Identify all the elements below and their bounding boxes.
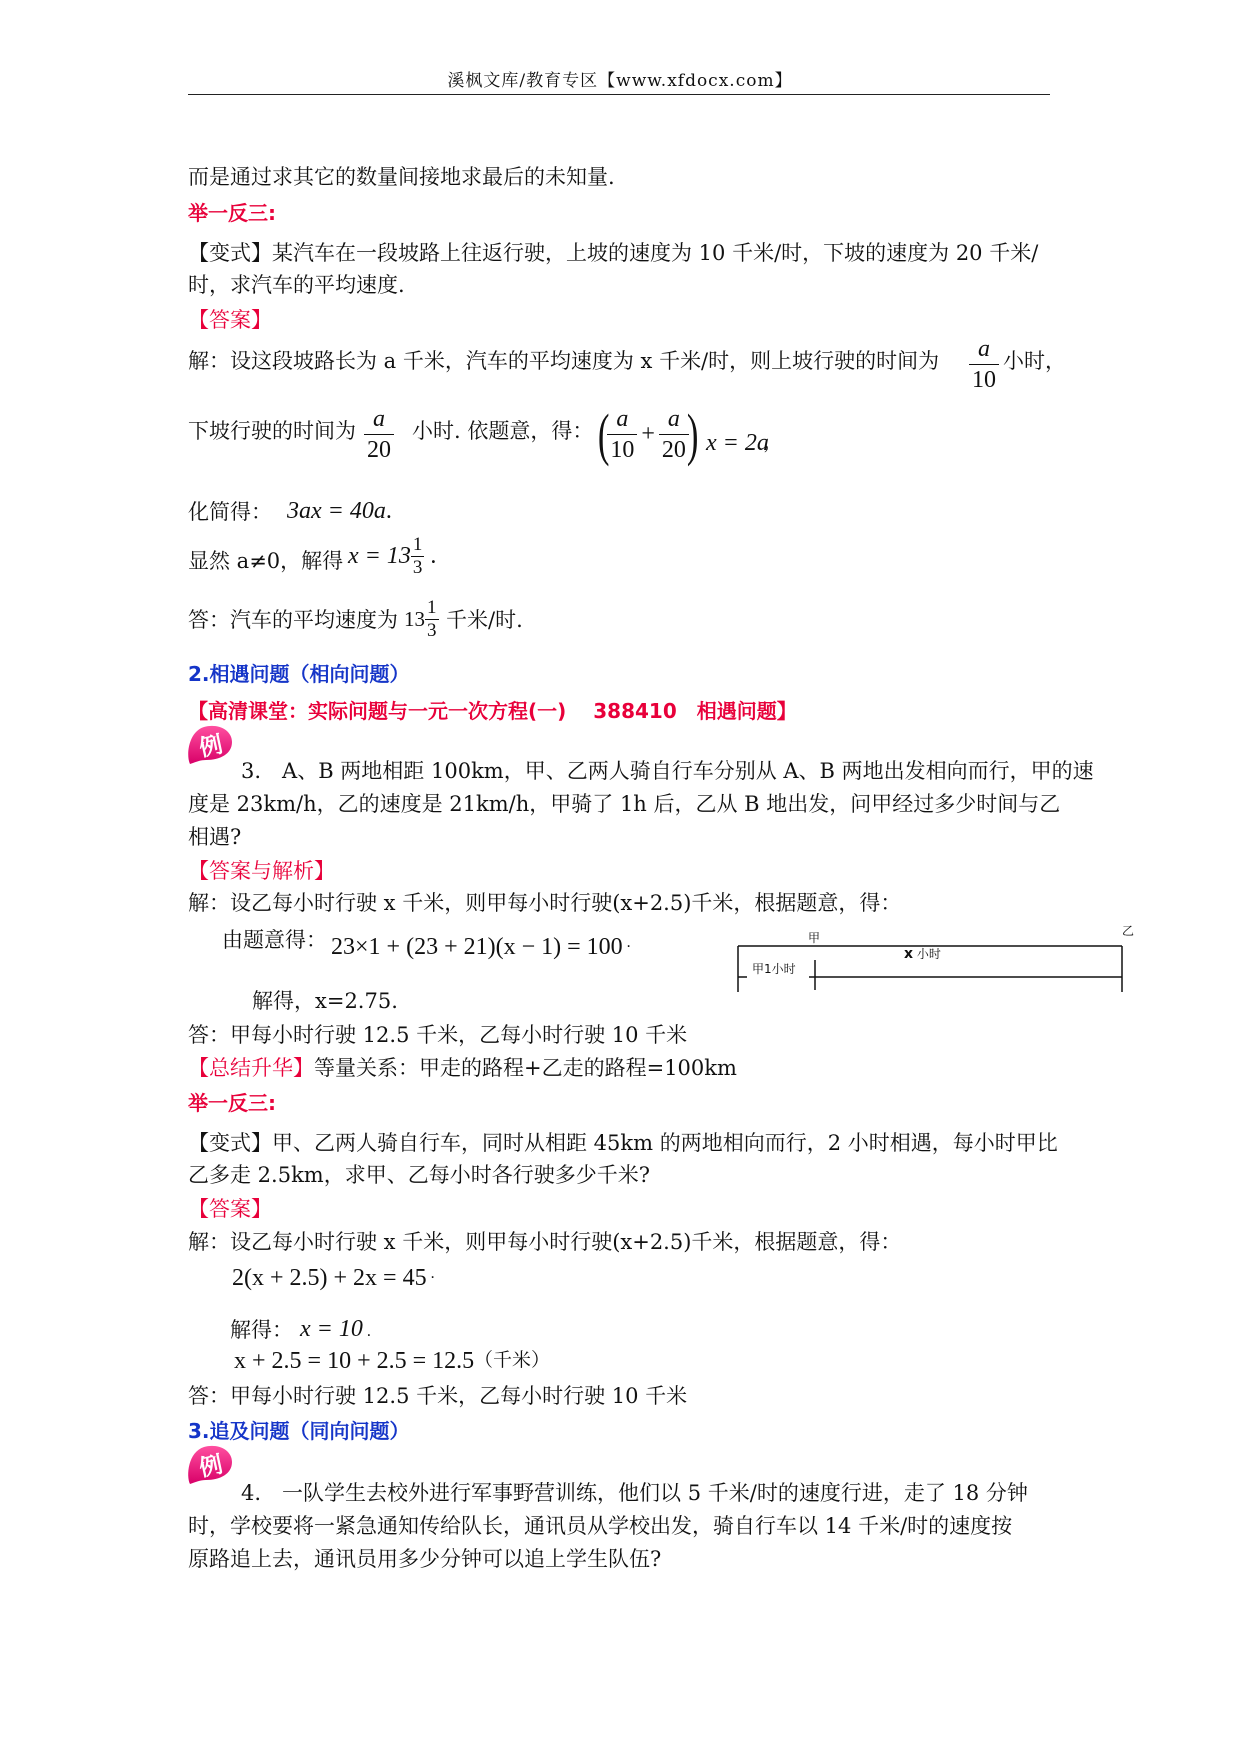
simplify-eq: 3ax = 40a. <box>287 498 392 524</box>
section3-heading: 3.追及问题（同向问题） <box>188 1419 410 1443</box>
diagram-label-x <box>904 945 941 962</box>
solution3-line1: 解：设乙每小时行驶 x 千米，则甲每小时行驶(x+2.5)千米，根据题意，得： <box>188 891 902 915</box>
solve-text: 显然 a≠0，解得 <box>188 549 344 573</box>
solution-text: 解：设这段坡路长为 a 千米，汽车的平均速度为 x 千米/时，则上坡行驶的时间为 <box>188 349 940 373</box>
practice-label-2: 举一反三: <box>188 1091 276 1115</box>
problem4-line2: 时，学校要将一紧急通知传给队长，通讯员从学校出发，骑自行车以 14 千米/时的速度按 <box>188 1514 1013 1538</box>
solution-line2: 下坡行驶的时间为 <box>188 419 356 443</box>
example-badge-text: 例 <box>197 1451 225 1483</box>
equation-label: 由题意得： <box>222 928 327 952</box>
equation-3-text: 23×1 + (23 + 21)(x − 1) = 100 <box>331 934 623 960</box>
eq-frac1-den: 10 <box>610 437 635 463</box>
variant-1 <box>188 238 1038 268</box>
equation-v2-text: 2(x + 2.5) + 2x = 45 <box>232 1265 427 1291</box>
solution-line1 <box>188 346 939 376</box>
frac-den: 10 <box>972 367 996 393</box>
equation-1: ( $\frac{a}{10}$ + $\frac{a}{20}$ ) <box>597 401 699 467</box>
answer-den: 3 <box>427 620 437 641</box>
summary-tag: 【总结升华】 <box>188 1056 314 1080</box>
fraction-a-over-20 <box>364 404 394 465</box>
equation-3: 23×1 + (23 + 21)(x − 1) = 100 . <box>331 934 631 960</box>
page-header <box>0 66 1240 91</box>
answer-3: 答：甲每小时行驶 12.5 千米，乙每小时行驶 10 千米 <box>188 1023 688 1047</box>
calc-unit-v2: （千米） <box>474 1349 551 1371</box>
section2-heading: 2.相遇问题（相向问题） <box>188 662 410 686</box>
practice-label: 举一反三: <box>188 201 276 225</box>
eq-frac2-num: a <box>659 404 689 435</box>
analysis-tag: 【答案与解析】 <box>188 859 335 883</box>
frac-num: a <box>969 334 999 365</box>
solve-eq-v2-text: x = 10 <box>300 1316 363 1342</box>
variant-2 <box>188 1128 1058 1158</box>
mixed-num: 1 <box>412 534 423 555</box>
problem3-line1: 3. A、B 两地相距 100km，甲、乙两人骑自行车分别从 A、B 两地出发相向而行，甲的速 <box>241 759 1094 783</box>
variant-line: 某汽车在一段坡路上往返行驶，上坡的速度为 10 千米/时，下坡的速度为 20 千米/ <box>272 241 1039 265</box>
solve-eq: x = 13 $\frac{1}{3}$ . <box>348 534 437 578</box>
answer-num: 1 <box>427 597 437 618</box>
solution-v2-line1: 解：设乙每小时行驶 x 千米，则甲每小时行驶(x+2.5)千米，根据题意，得： <box>188 1230 902 1254</box>
answer-whole: 13 <box>404 607 425 631</box>
variant-2-line2: 乙多走 2.5km，求甲、乙每小时各行驶多少千米? <box>188 1163 650 1187</box>
intro-line: 而是通过求其它的数量间接地求最后的未知量. <box>188 165 615 189</box>
diagram-label-jia1: 甲1小时 <box>752 962 796 976</box>
diagram-label-jia: 甲 <box>808 931 821 945</box>
simplify-eq-text: 3ax = 40a <box>287 498 386 524</box>
simplify-label: 化简得： <box>188 500 272 524</box>
frac-num: a <box>364 404 394 435</box>
example-badge-text: 例 <box>197 731 225 763</box>
answer-tag-2: 【答案】 <box>188 1197 272 1221</box>
solve-label-v2: 解得： <box>230 1318 293 1342</box>
diagram-x: x <box>904 946 914 962</box>
calc-eq-v2-text: x + 2.5 = 10 + 2.5 = 12.5 <box>234 1348 475 1374</box>
eq-frac1-num: a <box>607 404 637 435</box>
variant-line: 甲、乙两人骑自行车，同时从相距 45km 的两地相向而行，2 小时相遇，每小时甲比 <box>272 1131 1058 1155</box>
answer-mixed <box>404 597 439 642</box>
solve-eq-text: x = 13 <box>348 543 411 569</box>
answer-line-end: 千米/时. <box>446 608 523 632</box>
summary-line <box>188 1053 737 1083</box>
problem4-line1: 4. 一队学生去校外进行军事野营训练，他们以 5 千米/时的速度行进，走了 18 分钟 <box>241 1481 1028 1505</box>
calc-eq-v2 <box>234 1348 474 1375</box>
equation-1-comma: ， <box>763 429 784 453</box>
solution-line2-mid: 小时. 依题意，得： <box>412 419 594 443</box>
answer-v2: 答：甲每小时行驶 12.5 千米，乙每小时行驶 10 千米 <box>188 1384 688 1408</box>
variant-1-line2: 时，求汽车的平均速度. <box>188 273 405 297</box>
summary-text: 等量关系：甲走的路程+乙走的路程=100km <box>314 1056 737 1080</box>
variant-tag: 【变式】 <box>188 241 272 265</box>
fraction-a-over-10 <box>969 334 999 395</box>
solved-3: 解得，x=2.75. <box>252 989 398 1013</box>
mixed-den: 3 <box>412 557 423 578</box>
answer-tag: 【答案】 <box>188 308 272 332</box>
header-rule <box>188 94 1050 95</box>
solution-line1-end: 小时， <box>1003 349 1066 373</box>
diagram-hours: 小时 <box>916 947 941 961</box>
equation-1-rhs: x = 2a <box>706 430 769 456</box>
diagram-label-yi: 乙 <box>1122 924 1135 938</box>
video-link[interactable]: 【高清课堂：实际问题与一元一次方程(一) 388410 相遇问题】 <box>188 699 797 723</box>
answer-line: 答：汽车的平均速度为 <box>188 608 398 632</box>
frac-den: 20 <box>367 437 391 463</box>
problem3-line3: 相遇? <box>188 825 242 849</box>
variant-tag: 【变式】 <box>188 1131 272 1155</box>
header-title: 溪枫文库/教育专区【www.xfdocx.com】 <box>447 71 793 91</box>
problem3-line2: 度是 23km/h，乙的速度是 21km/h，甲骑了 1h 后，乙从 B 地出发，问甲经过多少时间与乙 <box>188 792 1061 816</box>
solve-eq-v2: x = 10 . <box>300 1316 371 1342</box>
problem4-line3: 原路追上去，通讯员用多少分钟可以追上学生队伍? <box>188 1547 662 1571</box>
eq-frac2-den: 20 <box>661 437 686 463</box>
equation-v2: 2(x + 2.5) + 2x = 45 . <box>232 1265 435 1291</box>
